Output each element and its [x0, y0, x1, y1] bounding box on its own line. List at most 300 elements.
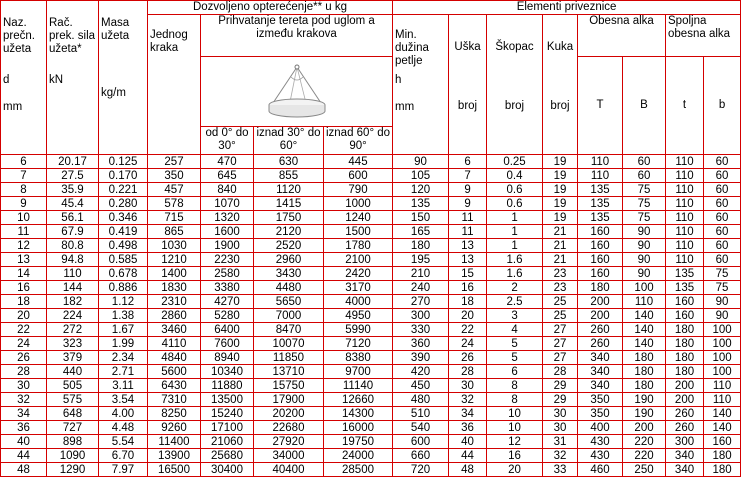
- table-cell: 5: [487, 351, 543, 365]
- table-cell: 10070: [254, 337, 324, 351]
- table-cell: 3430: [254, 267, 324, 281]
- table-cell: 9260: [148, 421, 201, 435]
- table-cell: 1290: [47, 463, 99, 477]
- header-rope-mass-label: Masa užeta: [101, 17, 130, 42]
- table-cell: 48: [1, 463, 47, 477]
- table-cell: 26: [449, 351, 487, 365]
- table-cell: 5: [487, 337, 543, 351]
- table-cell: 20: [487, 463, 543, 477]
- table-cell: 9: [449, 183, 487, 197]
- table-cell: 90: [704, 295, 741, 309]
- table-cell: 21: [543, 253, 578, 267]
- table-cell: 20200: [254, 407, 324, 421]
- table-cell: 1240: [324, 211, 393, 225]
- table-cell: 0.886: [99, 281, 148, 295]
- table-cell: 648: [47, 407, 99, 421]
- table-cell: 790: [324, 183, 393, 197]
- table-cell: 45.4: [47, 197, 99, 211]
- table-cell: 8470: [254, 323, 324, 337]
- table-cell: 16: [1, 281, 47, 295]
- table-cell: 67.9: [47, 225, 99, 239]
- table-cell: 140: [623, 323, 666, 337]
- table-cell: 180: [704, 463, 741, 477]
- table-cell: 600: [393, 435, 449, 449]
- header-min-loop-length-label: Min. dužina petlje: [395, 29, 429, 67]
- table-cell: 6.70: [99, 449, 148, 463]
- table-cell: 260: [578, 323, 623, 337]
- table-cell: 75: [623, 211, 666, 225]
- table-cell: 190: [623, 393, 666, 407]
- table-cell: 135: [666, 281, 704, 295]
- table-cell: 110: [666, 183, 704, 197]
- table-cell: 260: [666, 407, 704, 421]
- table-cell: 150: [393, 211, 449, 225]
- table-cell: 340: [666, 449, 704, 463]
- table-cell: 18: [449, 295, 487, 309]
- table-cell: 110: [704, 393, 741, 407]
- table-cell: 190: [623, 407, 666, 421]
- table-cell: 9700: [324, 365, 393, 379]
- table-cell: 1030: [148, 239, 201, 253]
- table-cell: 0.221: [99, 183, 148, 197]
- table-cell: 240: [393, 281, 449, 295]
- header-single-leg: Jednog kraka: [148, 15, 201, 155]
- table-cell: 34: [1, 407, 47, 421]
- table-cell: 1.67: [99, 323, 148, 337]
- table-cell: 360: [393, 337, 449, 351]
- table-cell: 16: [487, 449, 543, 463]
- table-cell: 48: [449, 463, 487, 477]
- table-cell: 110: [666, 253, 704, 267]
- header-shackle-label: Škopac: [495, 41, 534, 53]
- header-mm-unit: mm: [3, 101, 23, 113]
- table-cell: 160: [578, 267, 623, 281]
- table-cell: 1900: [201, 239, 254, 253]
- table-cell: 12: [1, 239, 47, 253]
- table-cell: 12660: [324, 393, 393, 407]
- table-cell: 44: [449, 449, 487, 463]
- table-cell: 600: [324, 169, 393, 183]
- table-cell: 11: [449, 211, 487, 225]
- table-cell: 1000: [324, 197, 393, 211]
- table-cell: 10: [487, 421, 543, 435]
- table-cell: 110: [704, 379, 741, 393]
- table-cell: 1400: [148, 267, 201, 281]
- table-cell: 350: [148, 169, 201, 183]
- header-master-link-T: T: [578, 57, 623, 155]
- table-cell: 865: [148, 225, 201, 239]
- table-cell: 270: [393, 295, 449, 309]
- table-cell: 29: [543, 393, 578, 407]
- table-cell: 6: [487, 365, 543, 379]
- table-cell: 505: [47, 379, 99, 393]
- table-cell: 140: [623, 337, 666, 351]
- table-row: [1, 379, 741, 393]
- table-cell: 660: [393, 449, 449, 463]
- table-cell: 2.5: [487, 295, 543, 309]
- table-cell: 25680: [201, 449, 254, 463]
- table-cell: 30400: [201, 463, 254, 477]
- table-cell: 430: [578, 435, 623, 449]
- table-row: [1, 155, 741, 169]
- table-cell: 645: [201, 169, 254, 183]
- table-cell: 9: [449, 197, 487, 211]
- table-cell: 1830: [148, 281, 201, 295]
- table-cell: 140: [704, 421, 741, 435]
- table-cell: 35.9: [47, 183, 99, 197]
- table-cell: 14: [1, 267, 47, 281]
- table-cell: 220: [623, 449, 666, 463]
- table-cell: 34: [449, 407, 487, 421]
- table-cell: 1780: [324, 239, 393, 253]
- table-cell: 94.8: [47, 253, 99, 267]
- table-cell: 160: [578, 253, 623, 267]
- table-cell: 0.585: [99, 253, 148, 267]
- table-cell: 15240: [201, 407, 254, 421]
- header-breaking-force-label: Rač. prek. sila užeta*: [49, 17, 96, 55]
- table-cell: 100: [623, 281, 666, 295]
- table-cell: 60: [623, 155, 666, 169]
- table-cell: 1070: [201, 197, 254, 211]
- table-cell: 40400: [254, 463, 324, 477]
- table-row: [1, 169, 741, 183]
- table-cell: 11850: [254, 351, 324, 365]
- header-breaking-force: [47, 1, 99, 155]
- table-cell: 715: [148, 211, 201, 225]
- table-cell: 32: [543, 449, 578, 463]
- header-mm-unit-2: mm: [395, 101, 415, 113]
- table-cell: 7120: [324, 337, 393, 351]
- table-cell: 135: [578, 183, 623, 197]
- table-cell: 6400: [201, 323, 254, 337]
- table-cell: 257: [148, 155, 201, 169]
- table-cell: 2230: [201, 253, 254, 267]
- table-cell: 32: [1, 393, 47, 407]
- table-cell: 2120: [254, 225, 324, 239]
- table-cell: 390: [393, 351, 449, 365]
- sling-diagram: [201, 57, 393, 127]
- table-cell: 24000: [324, 449, 393, 463]
- table-cell: 7: [449, 169, 487, 183]
- table-row: [1, 309, 741, 323]
- table-cell: 7000: [254, 309, 324, 323]
- table-cell: 75: [704, 281, 741, 295]
- table-cell: 10: [1, 211, 47, 225]
- table-cell: 180: [623, 379, 666, 393]
- table-cell: 200: [623, 421, 666, 435]
- table-cell: 350: [578, 393, 623, 407]
- table-cell: 110: [578, 169, 623, 183]
- table-cell: 19: [543, 183, 578, 197]
- table-cell: 22: [449, 323, 487, 337]
- table-row: [1, 211, 741, 225]
- header-kn-unit: kN: [49, 74, 64, 86]
- table-cell: 260: [578, 337, 623, 351]
- table-cell: 11140: [324, 379, 393, 393]
- table-cell: 135: [578, 197, 623, 211]
- table-cell: 180: [666, 351, 704, 365]
- header-angle-60-90: iznad 60° do 90°: [324, 127, 393, 155]
- table-cell: 13: [1, 253, 47, 267]
- header-outer-link-b: b: [704, 57, 741, 155]
- header-hook-label: Kuka: [546, 41, 574, 53]
- table-cell: 120: [393, 183, 449, 197]
- table-cell: 16: [449, 281, 487, 295]
- table-cell: 2960: [254, 253, 324, 267]
- table-cell: 5.54: [99, 435, 148, 449]
- table-cell: 575: [47, 393, 99, 407]
- table-cell: 28: [1, 365, 47, 379]
- table-cell: 90: [623, 253, 666, 267]
- table-cell: 27: [543, 351, 578, 365]
- table-cell: 2860: [148, 309, 201, 323]
- table-cell: 260: [666, 421, 704, 435]
- table-cell: 0.678: [99, 267, 148, 281]
- table-cell: 19: [543, 155, 578, 169]
- table-cell: 60: [704, 253, 741, 267]
- table-cell: 100: [704, 365, 741, 379]
- table-cell: 540: [393, 421, 449, 435]
- table-cell: 144: [47, 281, 99, 295]
- table-cell: 18: [1, 295, 47, 309]
- table-cell: 4480: [254, 281, 324, 295]
- table-cell: 16000: [324, 421, 393, 435]
- table-cell: 13900: [148, 449, 201, 463]
- table-cell: 20: [1, 309, 47, 323]
- table-cell: 28: [449, 365, 487, 379]
- table-cell: 2520: [254, 239, 324, 253]
- table-cell: 340: [578, 365, 623, 379]
- header-nominal-diameter-label: Naz. prečn. užeta: [3, 17, 35, 55]
- table-cell: 180: [623, 365, 666, 379]
- table-row: [1, 393, 741, 407]
- table-cell: 0.4: [487, 169, 543, 183]
- table-cell: 60: [704, 239, 741, 253]
- table-cell: 340: [666, 463, 704, 477]
- table-cell: 28: [543, 365, 578, 379]
- table-cell: 25: [543, 295, 578, 309]
- table-cell: 22680: [254, 421, 324, 435]
- table-cell: 180: [666, 337, 704, 351]
- table-cell: 323: [47, 337, 99, 351]
- table-cell: 56.1: [47, 211, 99, 225]
- header-shackle: [487, 15, 543, 155]
- table-cell: 6: [449, 155, 487, 169]
- table-cell: 180: [704, 449, 741, 463]
- table-cell: 75: [623, 183, 666, 197]
- table-cell: 20.17: [47, 155, 99, 169]
- table-cell: 1120: [254, 183, 324, 197]
- table-cell: 1.38: [99, 309, 148, 323]
- table-row: [1, 267, 741, 281]
- table-row: [1, 183, 741, 197]
- header-kgm-unit: kg/m: [101, 87, 126, 99]
- table-cell: 27920: [254, 435, 324, 449]
- table-cell: 25: [543, 309, 578, 323]
- table-cell: 90: [623, 239, 666, 253]
- table-cell: 5600: [148, 365, 201, 379]
- table-cell: 3460: [148, 323, 201, 337]
- table-cell: 5990: [324, 323, 393, 337]
- table-cell: 300: [393, 309, 449, 323]
- table-cell: 30: [543, 421, 578, 435]
- table-cell: 17900: [254, 393, 324, 407]
- table-cell: 36: [449, 421, 487, 435]
- header-eyelet: [449, 15, 487, 155]
- table-cell: 13500: [201, 393, 254, 407]
- table-cell: 4110: [148, 337, 201, 351]
- table-cell: 510: [393, 407, 449, 421]
- table-cell: 420: [393, 365, 449, 379]
- table-cell: 8380: [324, 351, 393, 365]
- table-cell: 8: [487, 379, 543, 393]
- table-cell: 60: [704, 197, 741, 211]
- header-allowed-load: Dozvoljeno opterećenje** u kg: [148, 1, 393, 15]
- table-cell: 1750: [254, 211, 324, 225]
- table-cell: 200: [578, 295, 623, 309]
- header-master-link-B: B: [623, 57, 666, 155]
- table-cell: 160: [578, 239, 623, 253]
- table-cell: 17100: [201, 421, 254, 435]
- header-rope-mass: [99, 1, 148, 155]
- table-cell: 110: [623, 295, 666, 309]
- table-cell: 450: [393, 379, 449, 393]
- table-cell: 180: [393, 239, 449, 253]
- table-cell: 34000: [254, 449, 324, 463]
- table-cell: 1.6: [487, 253, 543, 267]
- table-cell: 110: [666, 239, 704, 253]
- table-cell: 2: [487, 281, 543, 295]
- table-cell: 1: [487, 211, 543, 225]
- table-cell: 0.6: [487, 197, 543, 211]
- table-cell: 160: [704, 435, 741, 449]
- table-cell: 105: [393, 169, 449, 183]
- table-cell: 165: [393, 225, 449, 239]
- table-cell: 210: [393, 267, 449, 281]
- table-cell: 1: [487, 239, 543, 253]
- table-cell: 480: [393, 393, 449, 407]
- table-cell: 90: [623, 225, 666, 239]
- table-cell: 110: [666, 169, 704, 183]
- table-cell: 0.25: [487, 155, 543, 169]
- table-cell: 140: [623, 309, 666, 323]
- table-cell: 22: [1, 323, 47, 337]
- table-cell: 182: [47, 295, 99, 309]
- table-cell: 160: [666, 309, 704, 323]
- table-row: [1, 197, 741, 211]
- table-cell: 11880: [201, 379, 254, 393]
- table-cell: 30: [543, 407, 578, 421]
- table-cell: 3: [487, 309, 543, 323]
- table-cell: 110: [666, 225, 704, 239]
- table-cell: 1090: [47, 449, 99, 463]
- table-cell: 90: [623, 267, 666, 281]
- table-cell: 160: [666, 295, 704, 309]
- table-cell: 24: [449, 337, 487, 351]
- table-cell: 2580: [201, 267, 254, 281]
- table-cell: 7: [1, 169, 47, 183]
- table-cell: 1.99: [99, 337, 148, 351]
- table-cell: 32: [449, 393, 487, 407]
- table-cell: 24: [1, 337, 47, 351]
- table-cell: 9: [1, 197, 47, 211]
- table-cell: 26: [1, 351, 47, 365]
- table-cell: 180: [666, 365, 704, 379]
- table-cell: 1.12: [99, 295, 148, 309]
- table-cell: 200: [578, 309, 623, 323]
- table-cell: 460: [578, 463, 623, 477]
- table-cell: 110: [666, 155, 704, 169]
- table-row: [1, 449, 741, 463]
- table-cell: 19: [543, 211, 578, 225]
- table-cell: 27: [543, 337, 578, 351]
- header-hook: [543, 15, 578, 155]
- table-cell: 8940: [201, 351, 254, 365]
- table-cell: 11: [1, 225, 47, 239]
- table-cell: 4950: [324, 309, 393, 323]
- table-cell: 75: [623, 197, 666, 211]
- table-cell: 75: [704, 267, 741, 281]
- table-cell: 840: [201, 183, 254, 197]
- table-cell: 272: [47, 323, 99, 337]
- table-cell: 195: [393, 253, 449, 267]
- table-cell: 36: [1, 421, 47, 435]
- table-cell: 27.5: [47, 169, 99, 183]
- table-row: [1, 253, 741, 267]
- table-cell: 855: [254, 169, 324, 183]
- table-cell: 8: [487, 393, 543, 407]
- table-cell: 44: [1, 449, 47, 463]
- table-cell: 135: [578, 211, 623, 225]
- table-row: [1, 295, 741, 309]
- table-row: [1, 281, 741, 295]
- table-cell: 60: [623, 169, 666, 183]
- table-cell: 340: [578, 379, 623, 393]
- table-cell: 110: [47, 267, 99, 281]
- header-angle-loading: Prihvatanje tereta pod uglom a između krakova: [201, 15, 393, 57]
- header-angle-30-60: iznad 30° do 60°: [254, 127, 324, 155]
- table-cell: 4.48: [99, 421, 148, 435]
- table-cell: 100: [704, 351, 741, 365]
- table-cell: 6430: [148, 379, 201, 393]
- table-cell: 445: [324, 155, 393, 169]
- header-outer-master-link: Spoljna obesna alka: [666, 15, 741, 57]
- table-cell: 224: [47, 309, 99, 323]
- table-cell: 20: [449, 309, 487, 323]
- table-cell: 180: [666, 323, 704, 337]
- table-cell: 135: [666, 267, 704, 281]
- table-cell: 0.419: [99, 225, 148, 239]
- header-eyelet-unit: broj: [457, 100, 478, 112]
- table-cell: 4: [487, 323, 543, 337]
- table-cell: 720: [393, 463, 449, 477]
- table-cell: 12: [487, 435, 543, 449]
- header-d-symbol: d: [3, 74, 10, 86]
- table-cell: 11400: [148, 435, 201, 449]
- table-cell: 250: [623, 463, 666, 477]
- table-cell: 40: [449, 435, 487, 449]
- table-cell: 4000: [324, 295, 393, 309]
- table-cell: 14300: [324, 407, 393, 421]
- table-cell: 630: [254, 155, 324, 169]
- table-cell: 400: [578, 421, 623, 435]
- table-cell: 5280: [201, 309, 254, 323]
- table-cell: 33: [543, 463, 578, 477]
- table-cell: 457: [148, 183, 201, 197]
- table-cell: 40: [1, 435, 47, 449]
- table-cell: 60: [704, 155, 741, 169]
- table-cell: 140: [704, 407, 741, 421]
